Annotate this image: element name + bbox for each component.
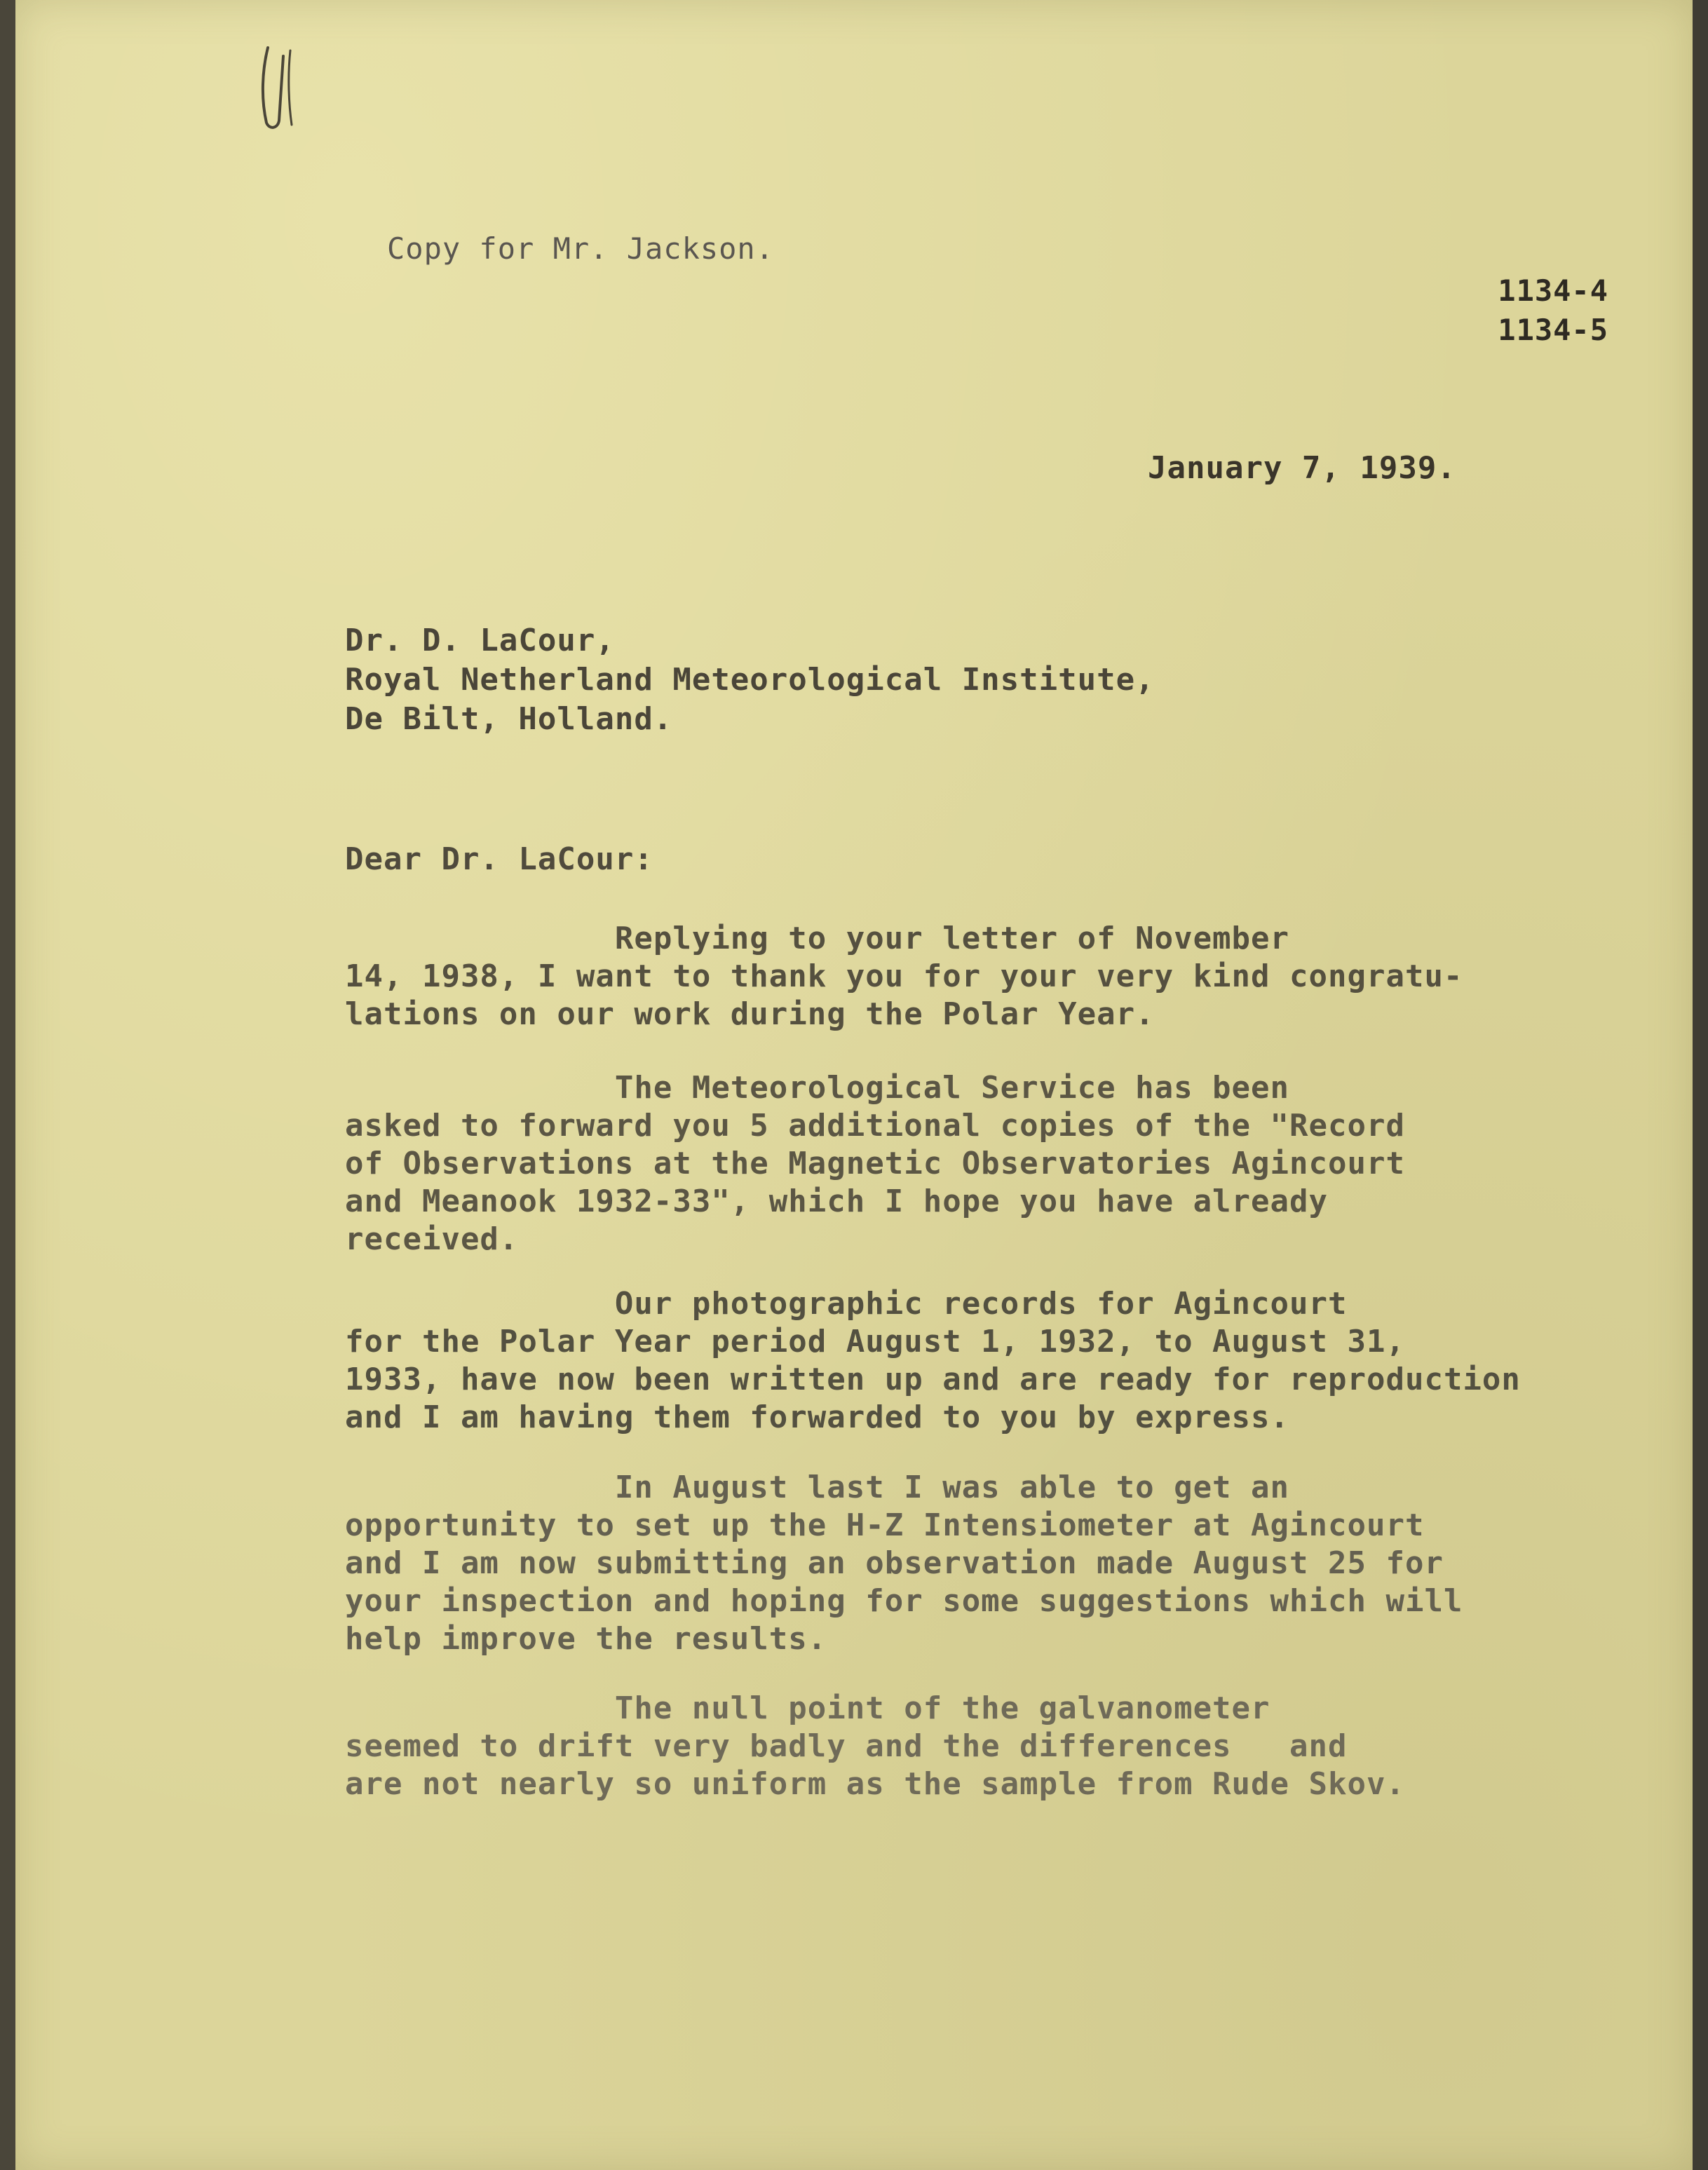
addressee-location: De Bilt, Holland. (345, 701, 673, 737)
paragraph-line: and I am now submitting an observation made August 25 for (345, 1545, 1444, 1581)
body-paragraph (345, 1285, 1628, 1437)
letter-page (15, 0, 1693, 2170)
paragraph-line: seemed to drift very badly and the differences and (345, 1728, 1348, 1764)
paragraph-line: opportunity to set up the H-Z Intensiometer at Agincourt (345, 1507, 1425, 1543)
addressee-institution: Royal Netherland Meteorological Institute, (345, 662, 1155, 698)
paragraph-line: your inspection and hoping for some suggestions which will (345, 1583, 1463, 1619)
body-paragraph (345, 1069, 1628, 1259)
paragraph-line: of Observations at the Magnetic Observatories Agincourt (345, 1146, 1405, 1181)
reference-number: 1134-5 (1498, 313, 1608, 347)
reference-number: 1134-4 (1498, 273, 1608, 308)
addressee-name: Dr. D. LaCour, (345, 623, 615, 658)
paragraph-line: received. (345, 1221, 519, 1257)
paragraph-line: lations on our work during the Polar Year. (345, 996, 1155, 1032)
letter-date: January 7, 1939. (1148, 450, 1456, 486)
paragraph-line: for the Polar Year period August 1, 1932, to August 31, (345, 1324, 1405, 1359)
paragraph-line: 1933, have now been written up and are ready for reproduction (345, 1362, 1521, 1397)
paragraph-line: 14, 1938, I want to thank you for your very kind congratu- (345, 958, 1463, 994)
paragraph-line: In August last I was able to get an (345, 1470, 1290, 1505)
paragraph-line: help improve the results. (345, 1621, 827, 1657)
paragraph-line: and Meanook 1932-33", which I hope you have already (345, 1184, 1329, 1219)
paragraph-line: The null point of the galvanometer (345, 1690, 1270, 1726)
paragraph-line: asked to forward you 5 additional copies of the "Record (345, 1108, 1405, 1144)
paragraph-line: and I am having them forwarded to you by express. (345, 1399, 1290, 1435)
salutation: Dear Dr. LaCour: (345, 841, 653, 877)
paragraph-line: are not nearly so uniform as the sample from Rude Skov. (345, 1766, 1405, 1802)
paperclip-mark-icon (247, 42, 310, 133)
copy-note: Copy for Mr. Jackson. (387, 231, 775, 266)
body-paragraph (345, 1690, 1628, 1803)
paragraph-line: Replying to your letter of November (345, 921, 1290, 956)
paragraph-line: The Meteorological Service has been (345, 1070, 1290, 1106)
scan-edge-right (1693, 0, 1708, 2170)
body-paragraph (345, 1469, 1628, 1658)
paragraph-line: Our photographic records for Agincourt (345, 1286, 1348, 1322)
scan-edge-left (0, 0, 15, 2170)
body-paragraph (345, 920, 1628, 1033)
